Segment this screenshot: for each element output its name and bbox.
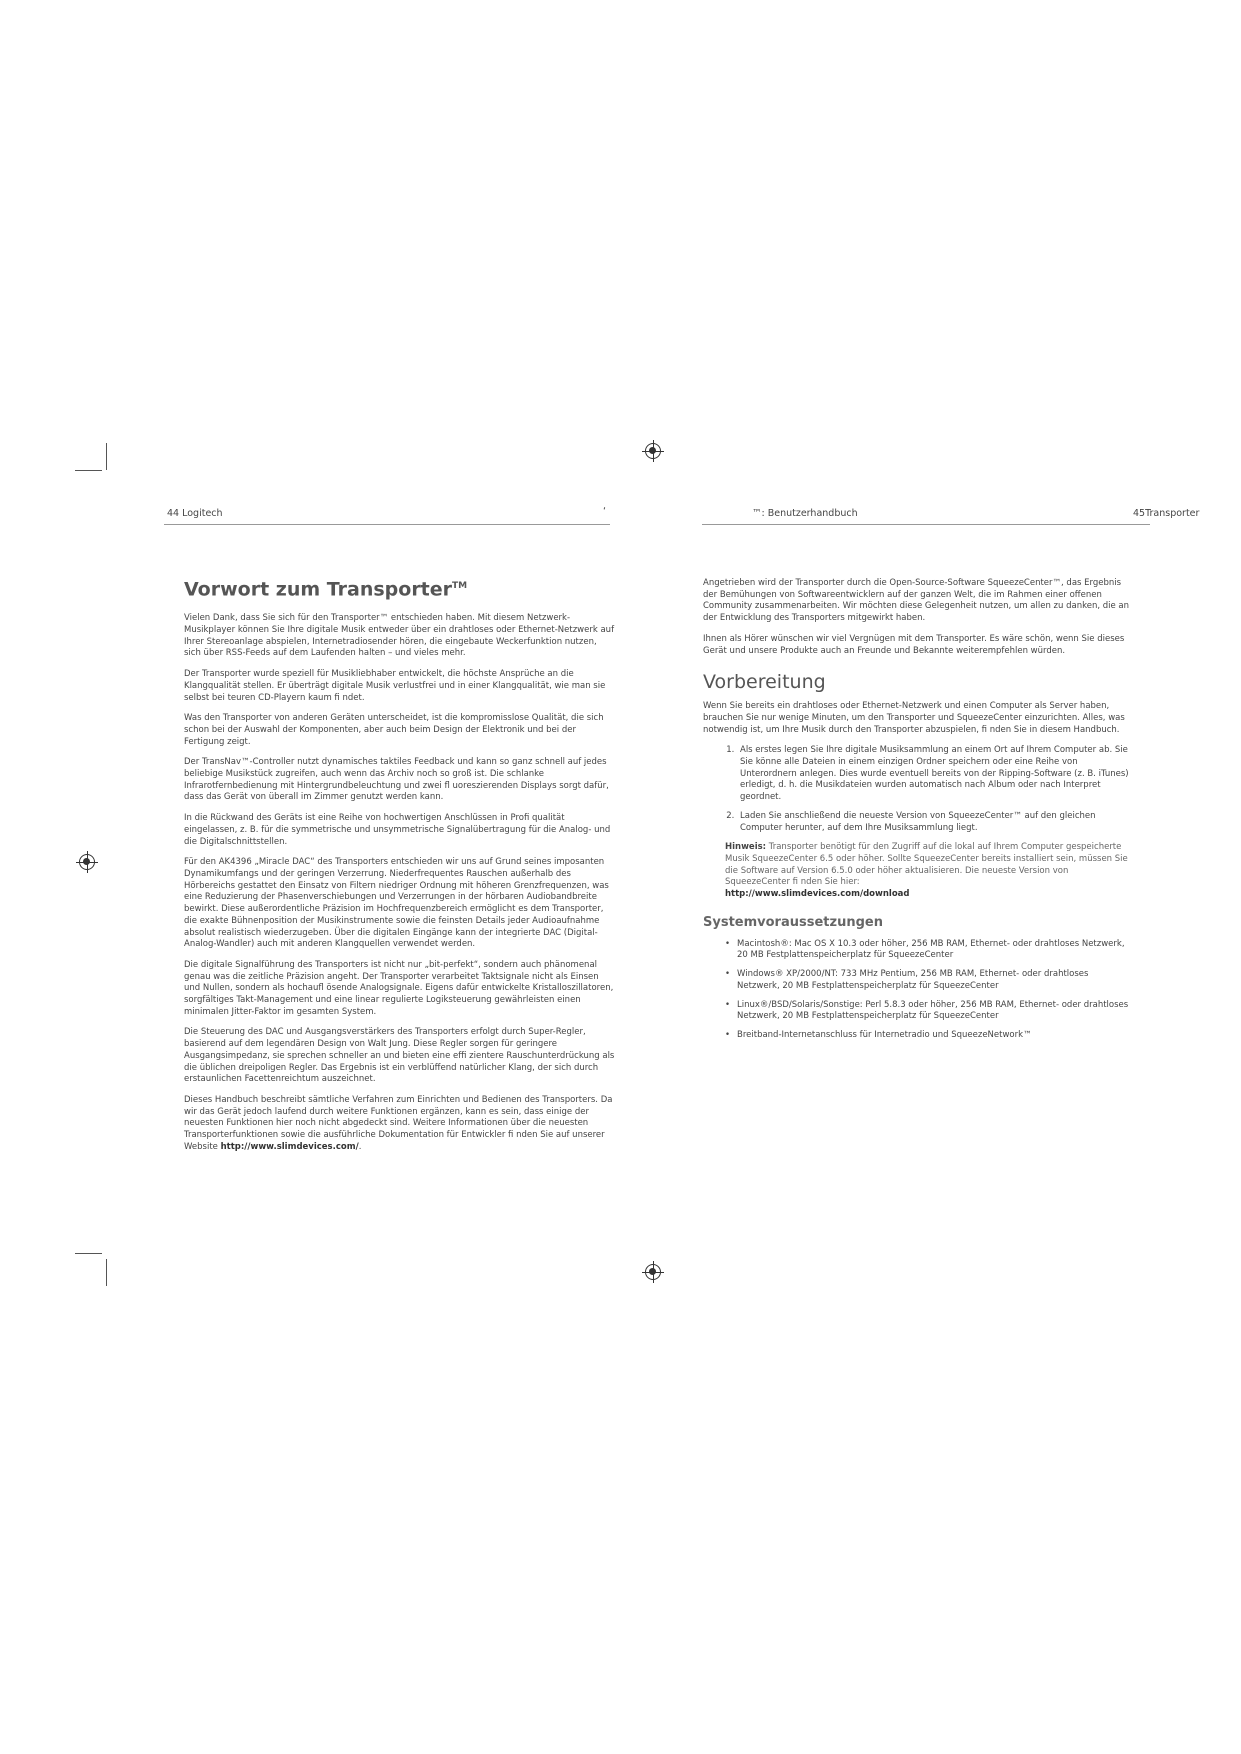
paragraph: Der Transporter wurde speziell für Musikliebhaber entwickelt, die höchste Ansprüche an die Klangqualität stellen. Er überträgt digitale Musik verlustfrei und in einer Klangqualität, wie man sie selbst bei teuren CD-Playern kaum fi ndet.	[184, 669, 606, 703]
registration-mark-left	[79, 854, 95, 870]
hint-text: Transporter benötigt für den Zugriff auf die lokal auf Ihrem Computer gespeicherte Musik SqueezeCenter 6.5 oder höher. Sollte SqueezeCenter bereits installiert sein, müssen Sie die Software auf Version 6.5.0 oder höher aktualisieren. Die neueste Version von SqueezeCenter fi nden Sie hier:	[725, 842, 1128, 888]
paragraph: Die digitale Signalführung des Transporters ist nicht nur „bit-perfekt“, sondern auch phänomenal genau was die zeitliche Präzision angeht. Der Transporter verarbeitet Taktsignale nicht als Einsen und Nullen, sondern als hochaufl ösende Analogsignale. Eigens dafür entwickelte Kristalloszillatoren, sorgfältiges Takt-Management und eine linear regulierte Logiksteuerung gewährleisten einen minimalen Jitter-Faktor im gesamten System.	[184, 959, 614, 1017]
crop-mark-top-left-h	[75, 470, 102, 471]
paragraph-last: Dieses Handbuch beschreibt sämtliche Verfahren zum Einrichten und Bedienen des Transporters. Da wir das Gerät jedoch laufend durch weitere Funktionen ergänzen, kann es sein, dass einige der neuesten Funktionen hier noch nicht abgedeckt sind. Weitere Informationen über die neuesten Transporterfunktionen sowie die ausführliche Dokumentation für Entwickler fi nden Sie auf unserer Website http://www.slimdevices.com/.	[184, 1094, 613, 1152]
registration-mark-top	[645, 443, 661, 459]
requirement-item: • Macintosh®: Mac OS X 10.3 oder höher, 256 MB RAM, Ethernet- oder drahtloses Netzwerk, 20 MB Festplattenspeicherplatz für SqueezeCenter	[737, 939, 1133, 962]
requirement-item: • Windows® XP/2000/NT: 733 MHz Pentium, 256 MB RAM, Ethernet- oder drahtloses Netzwerk, 20 MB Festplattenspeicherplatz für SqueezeCenter	[737, 969, 1133, 992]
hint-note	[725, 842, 1133, 901]
paragraph: Ihnen als Hörer wünschen wir viel Vergnügen mit dem Transporter. Es wäre schön, wenn Sie dieses Gerät und unsere Produkte auch an Freunde und Bekannte weiterempfehlen würden.	[703, 633, 1125, 656]
paragraph: Vielen Dank, dass Sie sich für den Transporter™ entschieden haben. Mit diesem Netzwerk-Musikplayer können Sie Ihre digitale Musik entweder über ein drahtloses oder Ethernet-Netzwerk auf Ihrer Stereoanlage abspielen, Internetradiosender hören, die eingebaute Weckerfunktion nutzen, sich über RSS-Feeds auf dem Laufenden halten – und vieles mehr.	[184, 613, 615, 659]
requirements-list	[703, 939, 1133, 1042]
paragraph: Der TransNav™-Controller nutzt dynamisches taktiles Feedback und kann so ganz schnell auf jedes beliebige Musikstück zugreifen, auch wenn das Archiv noch so groß ist. Die schlanke Infrarotfernbedienung mit Hintergrundbeleuchtung und zwei fl uoreszierenden Displays sorgt dafür, dass das Gerät von überall im Zimmer genutzt werden kann.	[184, 757, 609, 803]
paragraph: Was den Transporter von anderen Geräten unterscheidet, ist die kompromisslose Qualität, die sich schon bei der Auswahl der Komponenten, aber auch beim Design der Elektronik und bei der Fertigung zeigt.	[184, 713, 604, 747]
registration-mark-bottom	[645, 1264, 661, 1280]
crop-mark-top-left-v	[106, 443, 107, 470]
left-page-body	[184, 574, 616, 1162]
requirement-item: • Linux®/BSD/Solaris/Sonstige: Perl 5.8.3 oder höher, 256 MB RAM, Ethernet- oder drahtloses Netzwerk, 20 MB Festplattenspeicherplatz für SqueezeCenter	[737, 1000, 1133, 1023]
right-header-rule	[702, 524, 1150, 525]
left-header-rule	[164, 524, 610, 525]
requirement-item: • Breitband-Internetanschluss für Internetradio und SqueezeNetwork™	[737, 1030, 1133, 1042]
step-item: 2. Laden Sie anschließend die neueste Version von SqueezeCenter™ auf den gleichen Computer herunter, auf dem Ihre Musiksammlung liegt.	[737, 811, 1133, 834]
left-page-header: 44 Logitech	[167, 508, 223, 519]
paragraph: In die Rückwand des Geräts ist eine Reihe von hochwertigen Anschlüssen in Profi qualität eingelassen, z. B. für die symmetrische und unsymmetrische Signalübertragung für die Analog- und die Digitalschnittstellen.	[184, 813, 611, 847]
section-title: Vorbereitung	[703, 671, 826, 694]
step-item: 1. Als erstes legen Sie Ihre digitale Musiksammlung an einem Ort auf Ihrem Computer ab. Sie Sie könne alle Dateien in einem einzigen Ordner speichern oder eine Reihe von Unterordnern anlegen. Dies wurde eventuell bereits von der Ripping-Software (z. B. iTunes) erledigt, d. h. die Musikdateien wurden automatisch nach Album oder nach Interpret geordnet.	[737, 745, 1133, 804]
download-link[interactable]: http://www.slimdevices.com/download	[725, 889, 910, 900]
section-intro: Wenn Sie bereits ein drahtloses oder Ethernet-Netzwerk und einen Computer als Server haben, brauchen Sie nur wenige Minuten, um den Transporter und SqueezeCenter einzurichten. Alles, was notwendig ist, um Ihre Musik durch den Transporter abzuspielen, fi nden Sie in diesem Handbuch.	[703, 701, 1125, 735]
setup-steps	[703, 745, 1133, 834]
paragraph: Angetrieben wird der Transporter durch die Open-Source-Software SqueezeCenter™, das Ergebnis der Bemühungen von Softwareentwicklern auf der ganzen Welt, die im Rahmen einer offenen Community zusammenarbeiten. Wir möchten diese Gelegenheit nutzen, um allen zu danken, die an der Entwicklung des Transporters mitgewirkt haben.	[703, 578, 1130, 624]
hint-label: Hinweis:	[725, 842, 767, 853]
requirements-title: Systemvoraussetzungen	[703, 914, 883, 930]
right-page-number: 45Transporter	[1133, 508, 1200, 519]
paragraph: Die Steuerung des DAC und Ausgangsverstärkers des Transporters erfolgt durch Super-Regler, basierend auf dem legendären Design von Walt Jung. Diese Regler sorgen für geringere Ausgangsimpedanz, sie sprechen schneller an und bieten eine effi zientere Rauschunterdrückung als die üblichen dreipoligen Regler. Das Ergebnis ist ein verblüffend natürlicher Klang, der sich durch erstaunlichen Facettenreichtum auszeichnet.	[184, 1027, 615, 1085]
right-page-body	[703, 578, 1133, 1049]
paragraph: Für den AK4396 „Miracle DAC“ des Transporters entschieden wir uns auf Grund seines imposanten Dynamikumfangs und der geringen Verzerrung. Niederfrequentes Rauschen außerhalb des Hörbereichs gestattet den Einsatz von Filtern niedriger Ordnung mit höheren Grenzfrequenzen, was eine Reduzierung der Phasenverschiebungen und Verzerrungen in der hörbaren Audiobandbreite bewirkt. Diese außerordentliche Präzision im Hochfrequenzbereich ermöglicht es dem Transporter, die exakte Bühnenposition der Musikinstrumente sowie die feinsten Details jeder Audioaufnahme absolut realistisch wiederzugeben. Über die digitalen Eingänge kann der integrierte DAC (Digital-Analog-Wandler) auch mit anderen Klangquellen verwendet werden.	[184, 857, 609, 950]
crop-mark-bottom-left-h	[75, 1253, 102, 1254]
right-page-header: ™: Benutzerhandbuch	[752, 508, 858, 519]
left-page-header-mark: ‘	[603, 506, 607, 517]
page-title: Vorwort zum Transporter™	[184, 578, 468, 601]
website-link[interactable]: http://www.slimdevices.com/	[220, 1141, 359, 1152]
crop-mark-bottom-left-v	[106, 1259, 107, 1286]
